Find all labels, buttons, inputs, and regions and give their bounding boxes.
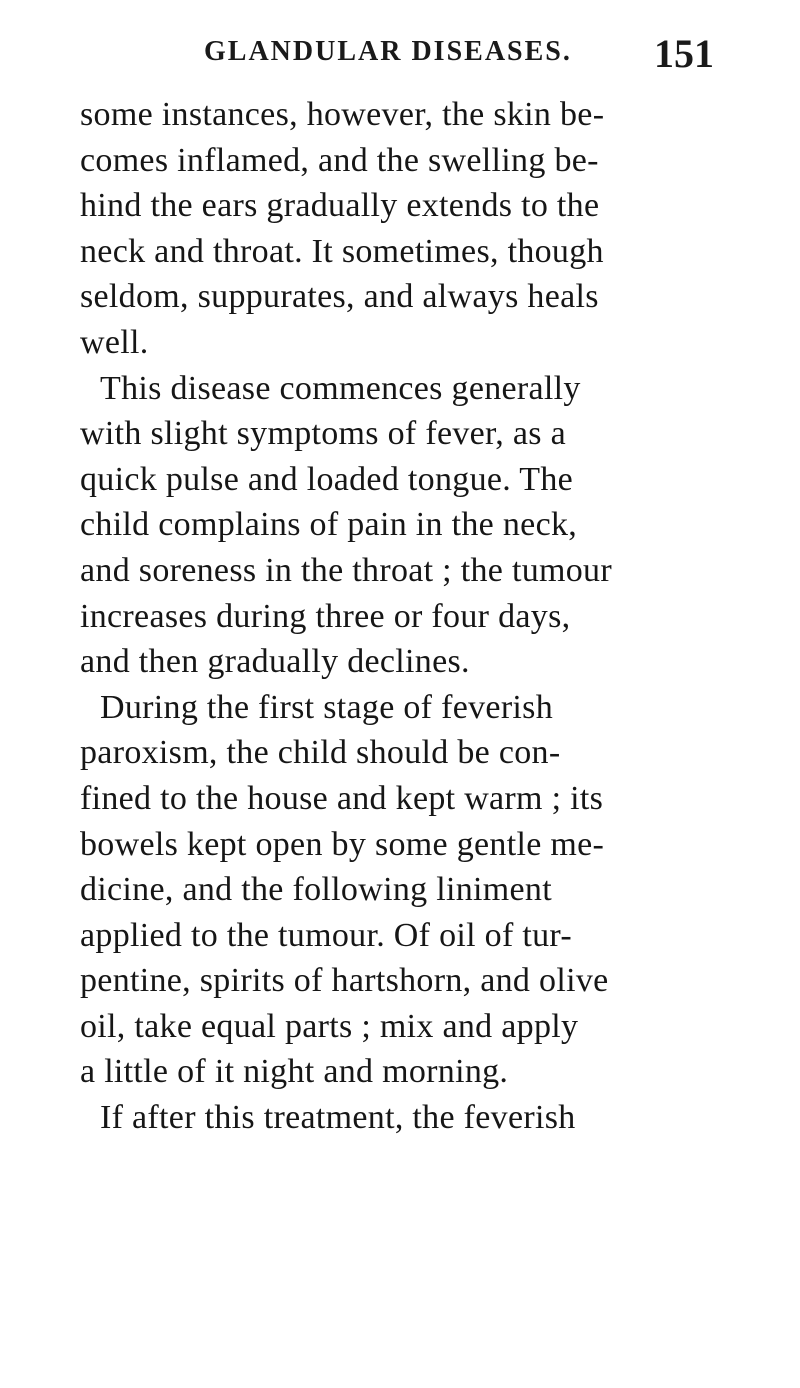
text-line: neck and throat. It sometimes, though: [80, 232, 604, 270]
text-line: applied to the tumour. Of oil of tur-: [80, 916, 572, 954]
text-line: quick pulse and loaded tongue. The: [80, 460, 574, 498]
text-line: a little of it night and morning.: [80, 1053, 509, 1091]
text-line: seldom, suppurates, and always heals: [80, 278, 599, 316]
body-text: [80, 92, 780, 1141]
text-line: comes inflamed, and the swelling be-: [80, 141, 599, 179]
text-line: If after this treatment, the feverish: [100, 1099, 576, 1137]
text-line: pentine, spirits of hartshorn, and olive: [80, 962, 609, 1000]
text-line: fined to the house and kept warm ; its: [80, 779, 604, 817]
text-line: hind the ears gradually extends to the: [80, 187, 600, 225]
text-line: dicine, and the following liniment: [80, 871, 552, 909]
text-line: and then gradually declines.: [80, 643, 470, 681]
text-line: increases during three or four days,: [80, 597, 571, 635]
text-line: paroxism, the child should be con-: [80, 734, 561, 772]
text-line: some instances, however, the skin be-: [80, 96, 605, 133]
page-number: 151: [654, 31, 714, 76]
text-line: oil, take equal parts ; mix and apply: [80, 1007, 579, 1045]
text-line: with slight symptoms of fever, as a: [80, 415, 567, 453]
running-head-title: GLANDULAR DISEASES.: [204, 36, 572, 67]
text-line: and soreness in the throat ; the tumour: [80, 551, 612, 589]
text-line: bowels kept open by some gentle me-: [80, 825, 605, 863]
text-line: child complains of pain in the neck,: [80, 506, 578, 544]
text-line: well.: [80, 323, 149, 361]
text-line: This disease commences generally: [100, 369, 581, 407]
running-head: [204, 30, 744, 88]
text-line: During the first stage of feverish: [100, 688, 554, 726]
